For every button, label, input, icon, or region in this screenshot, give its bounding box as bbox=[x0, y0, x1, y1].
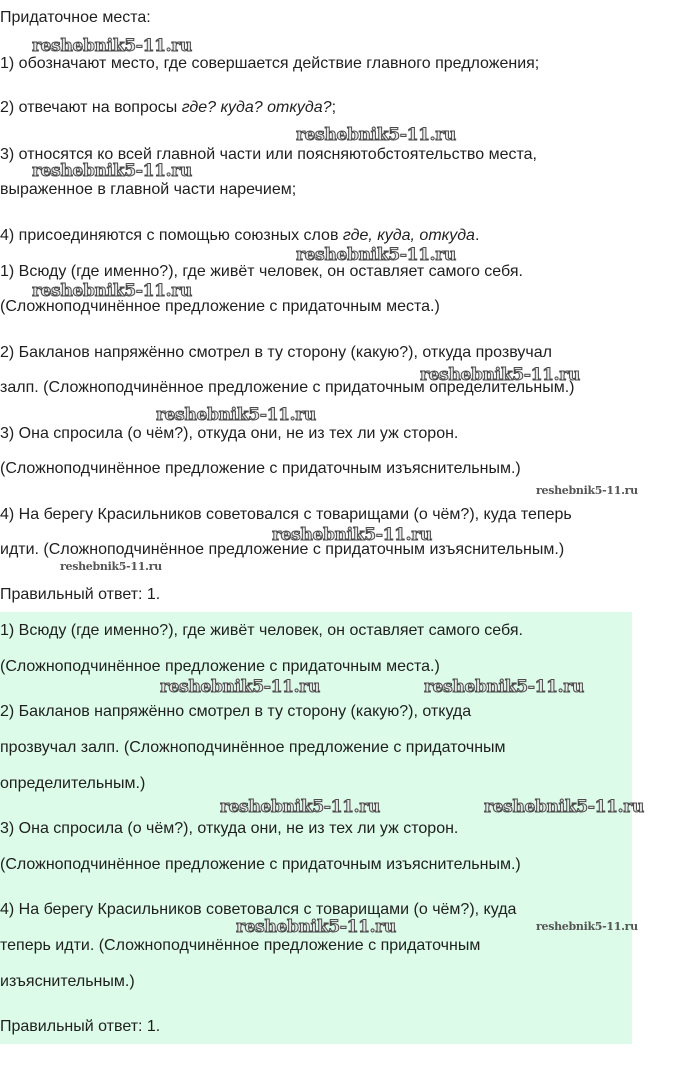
answer-item-4-line-2: теперь идти. (Сложноподчинённое предложение с придаточным bbox=[0, 937, 481, 954]
criterion-3: 3) относятся ко всей главной части или поясняютобстоятельство места, bbox=[0, 146, 537, 163]
watermark: reshebnik5-11.ru bbox=[424, 677, 584, 697]
answer-item-4-line-1: 4) На берегу Красильников советовался с товарищами (о чём?), куда bbox=[0, 901, 517, 918]
answer-item-1-line-1: 1) Всюду (где именно?), где живёт человек, он оставляет самого себя. bbox=[0, 622, 523, 639]
answer-item-4-line-3: изъяснительным.) bbox=[0, 973, 135, 990]
question-title: Придаточное места: bbox=[0, 9, 151, 26]
option-4-line-1: 4) На берегу Красильников советовался с товарищами (о чём?), куда теперь bbox=[0, 506, 572, 523]
watermark: reshebnik5-11.ru bbox=[296, 245, 456, 265]
option-1-line-2: (Сложноподчинённое предложение с придаточным места.) bbox=[0, 298, 440, 315]
answer-item-2-line-1: 2) Бакланов напряжённо смотрел в ту сторону (какую?), откуда bbox=[0, 703, 472, 720]
watermark: reshebnik5-11.ru bbox=[236, 917, 396, 937]
watermark: reshebnik5-11.ru bbox=[32, 281, 192, 301]
watermark: reshebnik5-11.ru bbox=[32, 161, 192, 181]
option-3-line-1: 3) Она спросила (о чём?), откуда они, не из тех ли уж сторон. bbox=[0, 425, 459, 442]
answer-item-2-line-2: прозвучал залп. (Сложноподчинённое предложение с придаточным bbox=[0, 739, 506, 756]
criterion-1: 1) обозначают место, где совершается действие главного предложения; bbox=[0, 55, 540, 72]
criterion-2: 2) отвечают на вопросы где? куда? откуда?; bbox=[0, 99, 337, 116]
criterion-4: 4) присоединяются с помощью союзных слов где, куда, откуда. bbox=[0, 227, 480, 244]
watermark: reshebnik5-11.ru bbox=[160, 677, 320, 697]
option-2-line-1: 2) Бакланов напряжённо смотрел в ту сторону (какую?), откуда прозвучал bbox=[0, 344, 552, 361]
watermark: reshebnik5-11.ru bbox=[484, 797, 644, 817]
watermark: reshebnik5-11.ru bbox=[272, 525, 432, 545]
option-1-line-1: 1) Всюду (где именно?), где живёт человек, он оставляет самого себя. bbox=[0, 263, 523, 280]
answer-item-1-line-2: (Сложноподчинённое предложение с придаточным места.) bbox=[0, 658, 440, 675]
option-4-line-2: идти. (Сложноподчинённое предложение с придаточным изъяснительным.) bbox=[0, 541, 565, 558]
watermark: reshebnik5-11.ru bbox=[536, 920, 638, 933]
answer-item-3-line-1: 3) Она спросила (о чём?), откуда они, не из тех ли уж сторон. bbox=[0, 820, 459, 837]
watermark: reshebnik5-11.ru bbox=[32, 36, 192, 56]
answer-item-3-line-2: (Сложноподчинённое предложение с придаточным изъяснительным.) bbox=[0, 856, 521, 873]
correct-answer: Правильный ответ: 1. bbox=[0, 586, 161, 603]
option-3-line-2: (Сложноподчинённое предложение с придаточным изъяснительным.) bbox=[0, 460, 521, 477]
watermark: reshebnik5-11.ru bbox=[156, 405, 316, 425]
watermark: reshebnik5-11.ru bbox=[220, 797, 380, 817]
answer-block-correct-answer: Правильный ответ: 1. bbox=[0, 1018, 161, 1035]
option-2-line-2: залп. (Сложноподчинённое предложение с придаточным определительным.) bbox=[0, 379, 575, 396]
answer-item-2-line-3: определительным.) bbox=[0, 775, 146, 792]
watermark: reshebnik5-11.ru bbox=[536, 484, 638, 497]
watermark: reshebnik5-11.ru bbox=[296, 125, 456, 145]
watermark: reshebnik5-11.ru bbox=[420, 365, 580, 385]
criterion-3-continued: выраженное в главной части наречием; bbox=[0, 181, 297, 198]
watermark: reshebnik5-11.ru bbox=[60, 560, 162, 573]
